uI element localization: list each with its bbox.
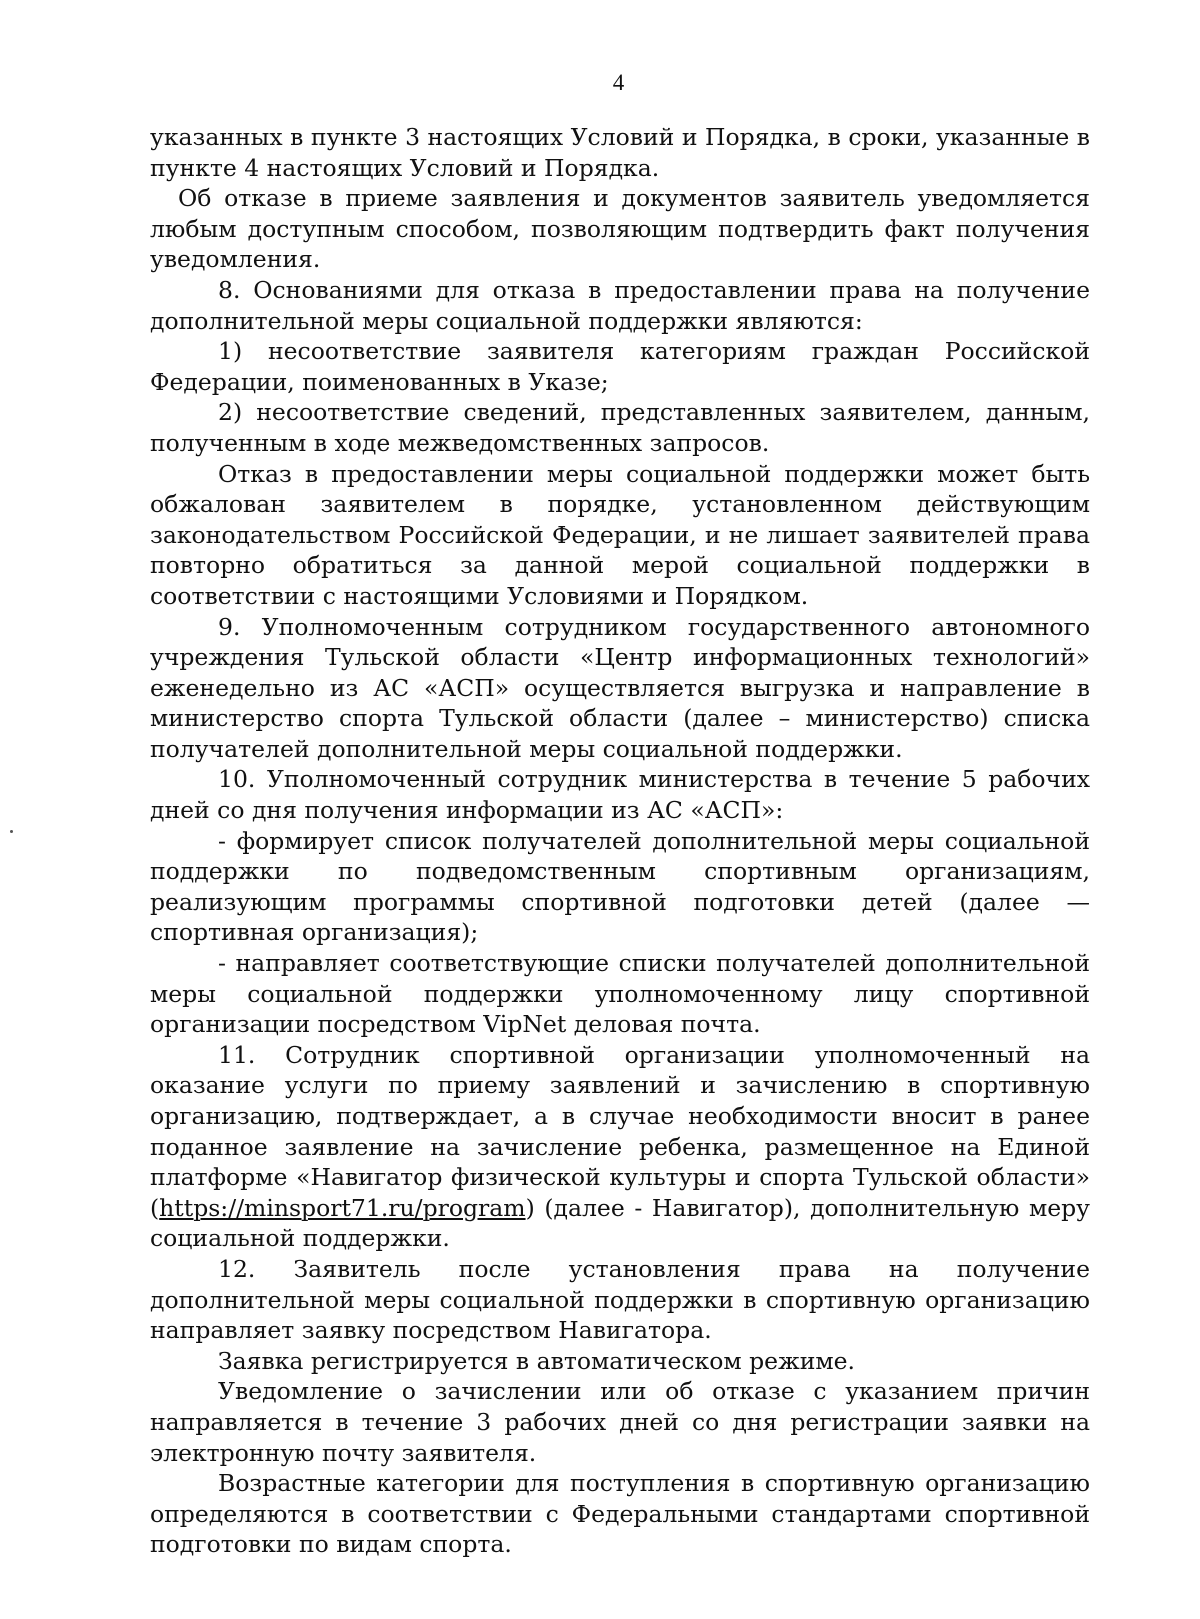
paragraph-9: 9. Уполномоченным сотрудником государственного автономного учреждения Тульской области «Центр информационных технологий» еженедельно из АС «АСП» осуществляется выгрузка и направление в министерство спорта Тульской области (далее – министерство) списка получателей дополнительной меры социальной поддержки. <box>150 612 1090 763</box>
paragraph-notification: Уведомление о зачислении или об отказе с указанием причин направляется в течение 3 рабочих дней со дня регистрации заявки на электронную почту заявителя. <box>150 1377 1090 1467</box>
paragraph-10-item-1: - формирует список получателей дополнительной меры социальной поддержки по подведомственным спортивным организациям, реализующим программы спортивной подготовки детей (далее — спортивная организация); <box>150 826 1090 947</box>
paragraph-8: 8. Основаниями для отказа в предоставлении права на получение дополнительной меры социальной поддержки являются: <box>150 275 1090 335</box>
paragraph-8-item-1: 1) несоответствие заявителя категориям граждан Российской Федерации, поименованных в Указе; <box>150 337 1090 396</box>
paragraph-11-text-a: 11. Сотрудник спортивной организации уполномоченный на оказание услуги по приему заявлений и зачислению в спортивную организацию, подтверждает, а в случае необходимости вносит в ранее поданное заявление на зачисление ребенка, размещенное на Единой платформе «Навигатор физической культуры и спорта Тульской области» ( <box>150 1040 1090 1222</box>
document-body <box>150 122 1090 1560</box>
scan-speck <box>10 830 13 833</box>
paragraph-10-item-2: - направляет соответствующие списки получателей дополнительной меры социальной поддержки уполномоченному лицу спортивной организации посредством VipNet деловая почта. <box>150 949 1090 1039</box>
paragraph-appeal: Отказ в предоставлении меры социальной поддержки может быть обжалован заявителем в порядке, установленном действующим законодательством Российской Федерации, и не лишает заявителей права повторно обратиться за данной мерой социальной поддержки в соответствии с настоящими Условиями и Порядком. <box>150 459 1090 610</box>
navigator-link[interactable]: https://minsport71.ru/program <box>159 1193 526 1222</box>
paragraph-registration: Заявка регистрируется в автоматическом режиме. <box>218 1346 856 1375</box>
paragraph-12: 12. Заявитель после установления права на получение дополнительной меры социальной поддержки в спортивную организацию направляет заявку посредством Навигатора. <box>150 1254 1090 1345</box>
paragraph-refusal-notice: Об отказе в приеме заявления и документов заявитель уведомляется любым доступным способом, позволяющим подтвердить факт получения уведомления. <box>150 184 1090 274</box>
paragraph-8-item-2: 2) несоответствие сведений, представленных заявителем, данным, полученным в ходе межведомственных запросов. <box>150 398 1090 457</box>
paragraph-11-text-b: ) (далее - Навигатор), дополнительную меру социальной поддержки. <box>150 1193 1090 1253</box>
paragraph-continuation: указанных в пункте 3 настоящих Условий и Порядка, в сроки, указанные в пункте 4 настоящих Условий и Порядка. <box>150 123 1090 182</box>
paragraph-10: 10. Уполномоченный сотрудник министерства в течение 5 рабочих дней со дня получения информации из АС «АСП»: <box>150 765 1090 825</box>
page-number: 4 <box>612 70 625 95</box>
paragraph-age-categories: Возрастные категории для поступления в спортивную организацию определяются в соответствии с Федеральными стандартами спортивной подготовки по видам спорта. <box>150 1469 1090 1559</box>
paragraph-11 <box>150 1040 1090 1254</box>
